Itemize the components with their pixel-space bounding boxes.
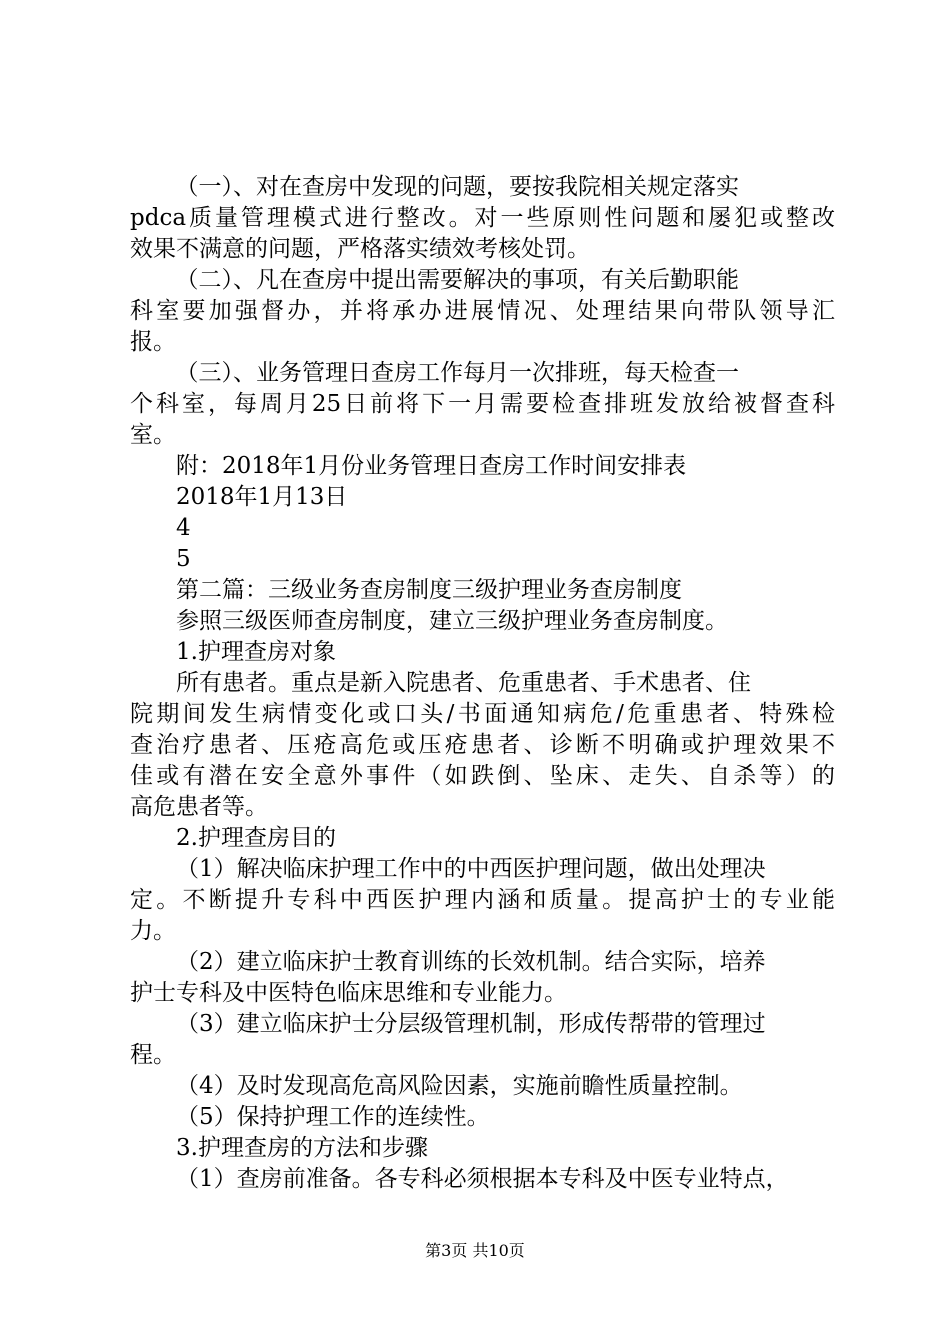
paragraph-line: 报。: [130, 329, 176, 355]
page-footer: 第3页 共10页: [425, 1241, 525, 1260]
subsection-heading: 2.护理查房目的: [176, 825, 336, 851]
paragraph-line: 查治疗患者、压疮高危或压疮患者、诊断不明确或护理效果不: [130, 732, 835, 758]
page-number-text: 4: [176, 515, 191, 541]
subsection-heading: 3.护理查房的方法和步骤: [176, 1135, 428, 1161]
paragraph-line: 个科室，每周月25日前将下一月需要检查排班发放给被督查科: [130, 391, 835, 417]
paragraph-line: （一）、对在查房中发现的问题，要按我院相关规定落实: [164, 174, 739, 200]
paragraph-line: 参照三级医师查房制度，建立三级护理业务查房制度。: [176, 608, 728, 634]
paragraph-line: 科室要加强督办，并将承办进展情况、处理结果向带队领导汇: [130, 298, 835, 324]
paragraph-line: 力。: [130, 918, 176, 944]
paragraph-line: （三）、业务管理日查房工作每月一次排班，每天检查一: [164, 360, 739, 386]
paragraph-line: （4）及时发现高危高风险因素，实施前瞻性质量控制。: [176, 1073, 743, 1099]
page-number-text: 5: [176, 546, 191, 572]
paragraph-line: 定。不断提升专科中西医护理内涵和质量。提高护士的专业能: [130, 887, 835, 913]
paragraph-line: （3）建立临床护士分层级管理机制，形成传帮带的管理过: [176, 1011, 766, 1037]
date-line: 2018年1月13日: [176, 484, 348, 510]
paragraph-line: 护士专科及中医特色临床思维和专业能力。: [130, 980, 567, 1006]
paragraph-line: （1）查房前准备。各专科必须根据本专科及中医专业特点，: [176, 1166, 789, 1192]
paragraph-line: 院期间发生病情变化或口头/书面通知病危/危重患者、特殊检: [130, 701, 835, 727]
paragraph-line: （1）解决临床护理工作中的中西医护理问题，做出处理决: [176, 856, 766, 882]
paragraph-line: （2）建立临床护士教育训练的长效机制。结合实际，培养: [176, 949, 766, 975]
paragraph-line: 室。: [130, 422, 176, 448]
paragraph-line: 效果不满意的问题，严格落实绩效考核处罚。: [130, 236, 590, 262]
paragraph-line: （5）保持护理工作的连续性。: [176, 1104, 490, 1130]
paragraph-line: pdca质量管理模式进行整改。对一些原则性问题和屡犯或整改: [130, 205, 835, 231]
paragraph-line: （二）、凡在查房中提出需要解决的事项，有关后勤职能: [164, 267, 739, 293]
section-heading: 第二篇：三级业务查房制度三级护理业务查房制度: [176, 577, 682, 603]
paragraph-line: 高危患者等。: [130, 794, 268, 820]
subsection-heading: 1.护理查房对象: [176, 639, 336, 665]
paragraph-line: 佳或有潜在安全意外事件（如跌倒、坠床、走失、自杀等）的: [130, 763, 835, 789]
paragraph-line: 程。: [130, 1042, 176, 1068]
attachment-note: 附：2018年1月份业务管理日查房工作时间安排表: [176, 453, 687, 479]
document-body: [130, 172, 835, 1195]
paragraph-line: 所有患者。重点是新入院患者、危重患者、手术患者、住: [176, 670, 751, 696]
